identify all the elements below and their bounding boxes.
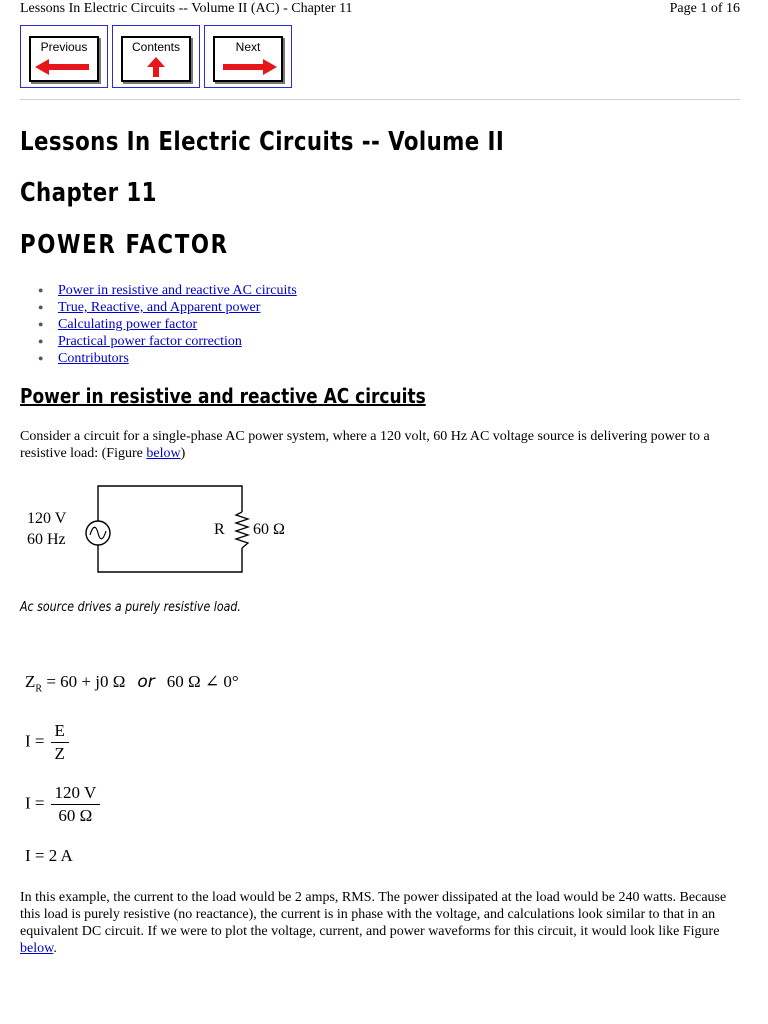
- chapter-title: Chapter 11: [20, 178, 157, 208]
- explanation-text: In this example, the current to the load would be 2 amps, RMS. The power dissipated at the load would be 240 watts. Because this load is purely resistive (no reactance), the current is in phase with the voltage, and calculations look similar to that in an equivalent DC circuit. If we were to plot the voltage, current, and power waveforms for this circuit, it would look like Figure: [20, 890, 727, 939]
- figure-link-2[interactable]: below: [20, 941, 54, 956]
- bullet-icon: ●: [38, 353, 44, 363]
- page-header: [20, 0, 740, 18]
- left-arrow-icon: [31, 56, 97, 78]
- impedance-subscript: R: [35, 683, 43, 695]
- impedance-equation: [25, 672, 239, 699]
- toc-link-calculating-power-factor[interactable]: Calculating power factor: [58, 317, 198, 332]
- eq2-fraction: [51, 720, 69, 765]
- header-divider: [20, 99, 740, 100]
- eq3-lhs: I =: [25, 793, 45, 813]
- current-result-equation: I = 2 A: [25, 846, 73, 865]
- contents-button[interactable]: [112, 25, 200, 88]
- contents-label: Contents: [131, 40, 181, 54]
- eq3-numerator: 120 V: [51, 782, 101, 805]
- topic-title: POWER FACTOR: [20, 230, 229, 260]
- figure-caption: Ac source drives a purely resistive load.: [20, 600, 241, 615]
- up-arrow-icon: [123, 56, 189, 78]
- toc-item: [38, 282, 297, 299]
- toc-item: [38, 316, 297, 333]
- section-heading: Power in resistive and reactive AC circuits: [20, 384, 426, 408]
- document-title: Lessons In Electric Circuits -- Volume II (AC) - Chapter 11: [20, 1, 353, 16]
- ohms-law-equation: [25, 720, 69, 765]
- explanation-paragraph: [20, 889, 745, 957]
- intro-text-end: ): [180, 446, 186, 461]
- ac-source-icon: [86, 521, 110, 545]
- resistor-icon: [236, 512, 248, 548]
- source-frequency-label: 60 Hz: [27, 531, 66, 548]
- current-substitution-equation: [25, 782, 100, 827]
- intro-paragraph: [20, 428, 745, 462]
- next-label: Next: [235, 40, 261, 54]
- explanation-text-end: .: [53, 941, 57, 956]
- source-voltage-label: 120 V: [27, 510, 67, 527]
- or-word: or: [137, 672, 155, 692]
- eq2-denominator: Z: [54, 744, 65, 763]
- bullet-icon: ●: [38, 285, 44, 295]
- toc-link-contributors[interactable]: Contributors: [58, 351, 129, 366]
- circuit-diagram: [20, 480, 340, 580]
- toc-item: [38, 333, 297, 350]
- table-of-contents: [38, 282, 297, 367]
- page-number: Page 1 of 16: [669, 1, 740, 16]
- right-arrow-icon: [215, 56, 281, 78]
- impedance-symbol: Z: [25, 672, 36, 691]
- figure-link[interactable]: below: [146, 446, 181, 461]
- previous-label: Previous: [40, 40, 88, 54]
- eq2-numerator: E: [51, 720, 69, 743]
- toc-link-power-resistive-reactive[interactable]: Power in resistive and reactive AC circuits: [58, 283, 297, 298]
- bullet-icon: ●: [38, 336, 44, 346]
- eq3-denominator: 60 Ω: [58, 806, 93, 825]
- toc-link-true-reactive-apparent[interactable]: True, Reactive, and Apparent power: [58, 300, 261, 315]
- previous-button[interactable]: [20, 25, 108, 88]
- resistance-label: 60 Ω: [253, 521, 285, 538]
- eq2-lhs: I =: [25, 731, 45, 751]
- bullet-icon: ●: [38, 302, 44, 312]
- volume-title: Lessons In Electric Circuits -- Volume II: [20, 127, 505, 157]
- toc-item: [38, 350, 297, 367]
- next-button[interactable]: [204, 25, 292, 88]
- intro-text: Consider a circuit for a single-phase AC power system, where a 120 volt, 60 Hz AC voltage source is delivering power to a resistive load: (Figure: [20, 429, 710, 461]
- toc-link-power-factor-correction[interactable]: Practical power factor correction: [58, 334, 242, 349]
- impedance-rectangular: = 60 + j0 Ω: [42, 672, 126, 691]
- impedance-polar: 60 Ω ∠ 0°: [166, 672, 239, 691]
- toc-item: [38, 299, 297, 316]
- resistor-name-label: R: [214, 521, 225, 538]
- eq3-fraction: [51, 782, 101, 827]
- bullet-icon: ●: [38, 319, 44, 329]
